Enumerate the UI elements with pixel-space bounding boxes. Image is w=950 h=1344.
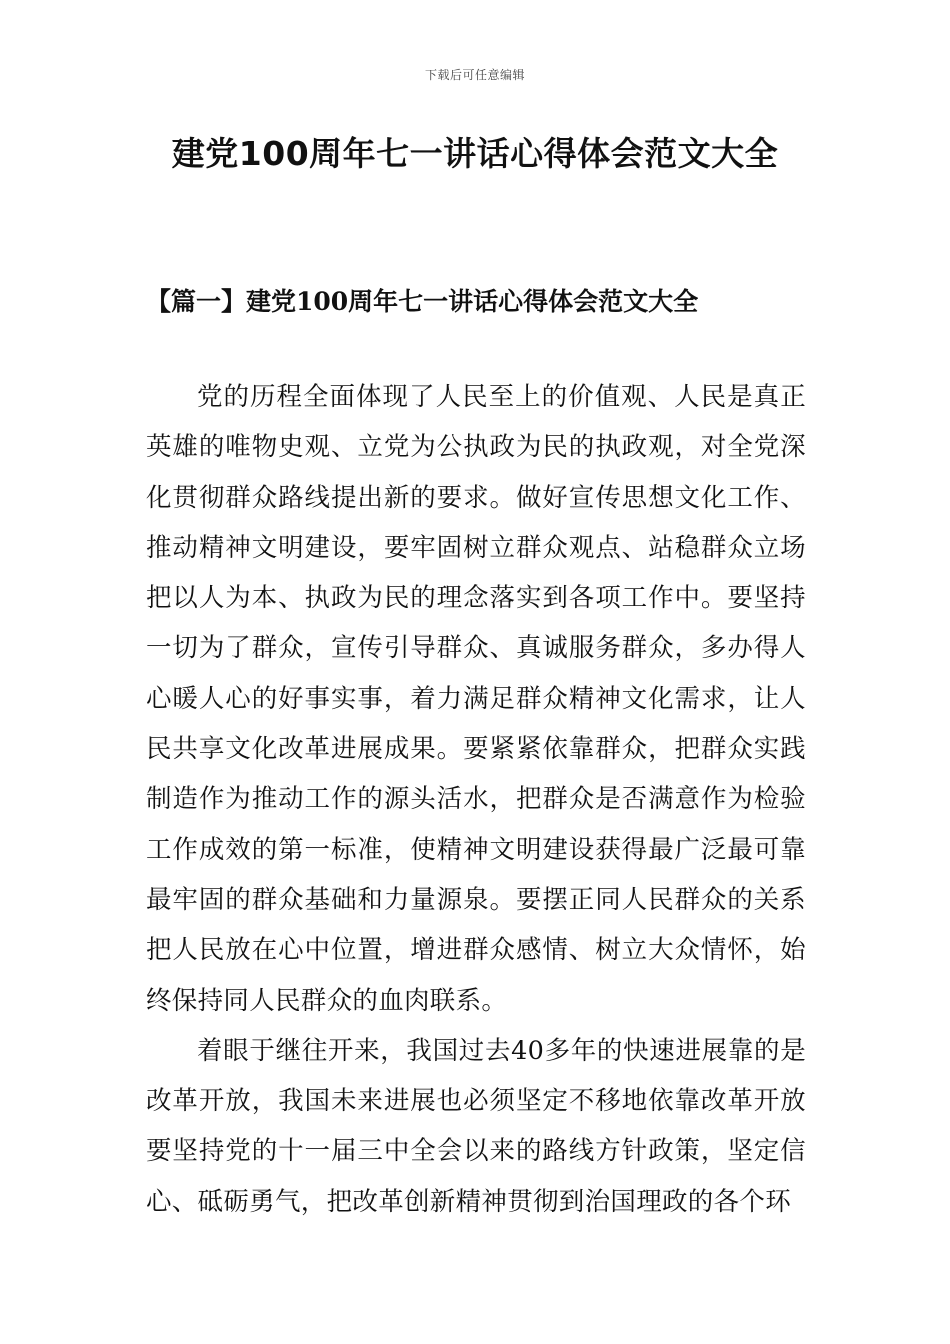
header-note: 下载后可任意编辑 [424,68,525,82]
paragraph: 党的历程全面体现了人民至上的价值观、人民是真正英雄的唯物史观、立党为公执政为民的执政观，对全党深化贯彻群众路线提出新的要求。做好宣传思想文化工作、推动精神文明建设，要牢固树立群众观点、站稳群众立场把以人为本、执政为民的理念落实到各项工作中。要坚持一切为了群众，宣传引导群众、真诚服务群众，多办得人心暖人心的好事实事，着力满足群众精神文化需求，让人民共享文化改革进展成果。要紧紧依靠群众，把群众实践制造作为推动工作的源头活水，把群众是否满意作为检验工作成效的第一标准，使精神文明建设获得最广泛最可靠最牢固的群众基础和力量源泉。要摆正同人民群众的关系把人民放在心中位置，增进群众感情、树立大众情怀，始终保持同人民群众的血肉联系。 [146,382,806,1016]
document-title: 建党100周年七一讲话心得体会范文大全 [171,134,779,173]
section-heading: 【篇一】建党100周年七一讲话心得体会范文大全 [146,287,699,316]
paragraph: 着眼于继往开来，我国过去40多年的快速进展靠的是改革开放，我国未来进展也必须坚定不移地依靠改革开放要坚持党的十一届三中全会以来的路线方针政策，坚定信心、砥砺勇气，把改革创新精神贯彻到治国理政的各个环 [146,1035,806,1217]
body-text [146,372,806,1227]
